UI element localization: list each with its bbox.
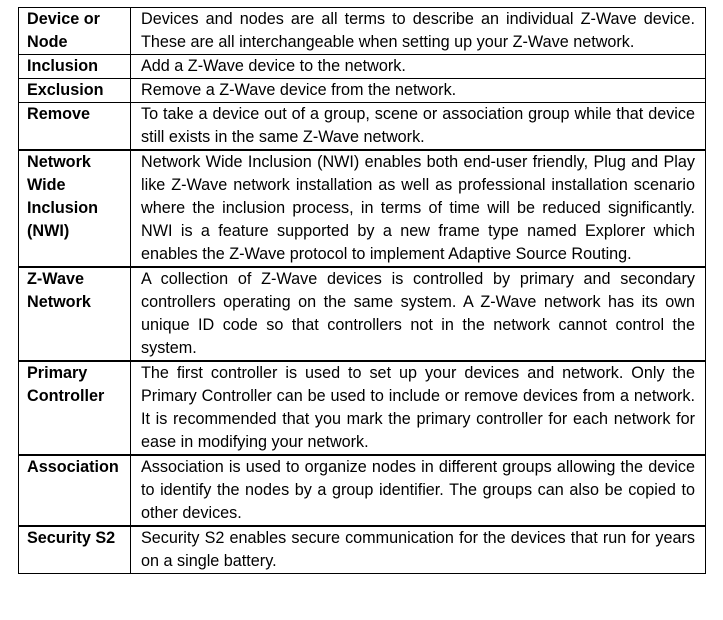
term-cell: Exclusion <box>19 79 131 103</box>
definition-cell: Network Wide Inclusion (NWI) enables both end-user friendly, Plug and Play like Z-Wave network installation as well as professional installation scenario where the inclusion process, in terms of time will be reduced significantly. NWI is a feature supported by a new frame type named Explorer which enables the Z-Wave protocol to implement Adaptive Source Routing. <box>131 150 706 267</box>
definition-cell: Remove a Z-Wave device from the network. <box>131 79 706 103</box>
term-cell: Z-Wave Network <box>19 267 131 361</box>
definition-cell: Association is used to organize nodes in different groups allowing the device to identify the nodes by a group identifier. The groups can also be copied to other devices. <box>131 455 706 526</box>
table-row <box>19 267 706 361</box>
table-row <box>19 55 706 79</box>
term-cell: Primary Controller <box>19 361 131 455</box>
definition-cell: A collection of Z-Wave devices is controlled by primary and secondary controllers operating on the same system. A Z-Wave network has its own unique ID code so that controllers not in the network cannot control the system. <box>131 267 706 361</box>
glossary-table <box>18 7 706 574</box>
definition-cell: To take a device out of a group, scene or association group while that device still exists in the same Z-Wave network. <box>131 103 706 151</box>
table-row <box>19 103 706 151</box>
term-cell: Network Wide Inclusion (NWI) <box>19 150 131 267</box>
table-row <box>19 361 706 455</box>
term-cell: Remove <box>19 103 131 151</box>
table-row <box>19 526 706 574</box>
table-row <box>19 150 706 267</box>
term-cell: Inclusion <box>19 55 131 79</box>
definition-cell: Devices and nodes are all terms to describe an individual Z-Wave device. These are all interchangeable when setting up your Z-Wave network. <box>131 8 706 55</box>
term-cell: Device or Node <box>19 8 131 55</box>
term-cell: Association <box>19 455 131 526</box>
definition-cell: The first controller is used to set up your devices and network. Only the Primary Controller can be used to include or remove devices from a network. It is recommended that you mark the primary controller for each network for ease in modifying your network. <box>131 361 706 455</box>
table-row <box>19 8 706 55</box>
definition-cell: Security S2 enables secure communication for the devices that run for years on a single battery. <box>131 526 706 574</box>
table-row <box>19 79 706 103</box>
table-row <box>19 455 706 526</box>
term-cell: Security S2 <box>19 526 131 574</box>
definition-cell: Add a Z-Wave device to the network. <box>131 55 706 79</box>
